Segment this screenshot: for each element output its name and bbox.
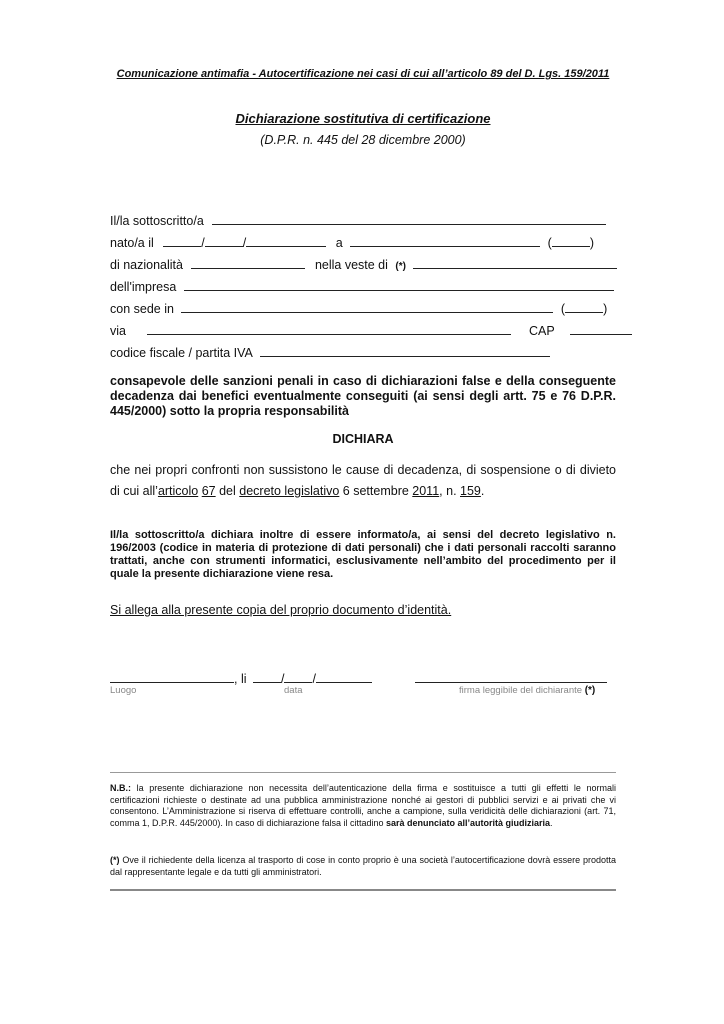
label-impresa: dell'impresa bbox=[110, 280, 177, 294]
field-signature[interactable] bbox=[415, 670, 607, 683]
caption-data: data bbox=[284, 685, 303, 696]
field-seat-province[interactable] bbox=[565, 300, 603, 313]
label-nato: nato/a il bbox=[110, 236, 154, 250]
document-title: Dichiarazione sostitutiva di certificazione bbox=[235, 111, 491, 126]
row-sede: con sede in ( ) bbox=[110, 302, 608, 316]
label-sede: con sede in bbox=[110, 302, 174, 316]
document-subtitle: (D.P.R. n. 445 del 28 dicembre 2000) bbox=[260, 133, 466, 147]
field-name-blank[interactable] bbox=[212, 212, 606, 225]
row-cf bbox=[110, 344, 550, 360]
label-sottoscritto: Il/la sottoscritto/a bbox=[110, 214, 204, 228]
label-cf: codice fiscale / partita IVA bbox=[110, 346, 253, 360]
declaration-paragraph: che nei propri confronti non sussistono le cause di decadenza, di sospensione o di divieto di cui all’articolo 67 del decreto legislativo 6 settembre 2011, n. 159. bbox=[110, 463, 616, 498]
label-a: a bbox=[335, 236, 343, 250]
row-nascita: nato/a il / / a ( ) bbox=[110, 236, 594, 250]
field-street[interactable] bbox=[147, 322, 511, 335]
field-sign-month[interactable] bbox=[284, 670, 312, 683]
label-cap: CAP bbox=[528, 324, 555, 338]
signature-row: , li / / bbox=[110, 670, 372, 686]
row-via bbox=[110, 322, 632, 338]
caption-firma: firma leggibile del dichiarante (*) bbox=[459, 685, 596, 696]
notes-top-rule bbox=[110, 772, 616, 773]
caption-luogo: Luogo bbox=[110, 685, 137, 696]
field-tax-code[interactable] bbox=[260, 344, 550, 357]
label-nazionalita: di nazionalità bbox=[110, 258, 183, 272]
asterisk-note: (*) Ove il richiedente della licenza al trasporto di cose in conto proprio è una società l’autocertificazione dovrà essere prodotta dal rappresentante legale e da tutti gli amministratori. bbox=[110, 855, 616, 877]
field-nationality[interactable] bbox=[191, 256, 305, 269]
row-impresa bbox=[110, 278, 614, 294]
field-cap[interactable] bbox=[570, 322, 632, 335]
header-title: Comunicazione antimafia - Autocertificazione nei casi di cui all’articolo 89 del D. Lgs. 159/2011 bbox=[116, 68, 610, 80]
label-via: via bbox=[110, 324, 126, 338]
field-place[interactable] bbox=[110, 670, 234, 683]
attachment-note: Si allega alla presente copia del proprio documento d’identità. bbox=[110, 603, 452, 617]
asterisk-marker: (*) bbox=[395, 261, 406, 272]
nb-note: N.B.: la presente dichiarazione non necessita dell’autenticazione della firma e sostituisce a tutti gli effetti le normali certificazioni richieste o destinate ad una pubblica amministrazione nonché ai gestori di pubblici servizi e ai privati che vi consentono. L’Amministrazione si riserva di effettuare controlli, anche a campione, sulla veridicità delle dichiarazioni (art. 71, comma 1, D.P.R. 445/2000). In caso di dichiarazione falsa il cittadino sarà denunciato all’autorità giudiziaria. bbox=[110, 783, 616, 828]
document-page bbox=[110, 0, 616, 1024]
field-sign-year[interactable] bbox=[316, 670, 372, 683]
label-veste: nella veste di bbox=[314, 258, 388, 272]
consapevole-paragraph: consapevole delle sanzioni penali in caso di dichiarazioni false e della conseguente decadenza dai benefici eventualmente conseguiti (ai sensi degli artt. 75 e 76 D.P.R. 445/2000) sotto la propria responsabilità bbox=[110, 374, 616, 418]
field-birth-place[interactable] bbox=[350, 234, 540, 247]
field-role[interactable] bbox=[413, 256, 617, 269]
row-sottoscritto bbox=[110, 212, 606, 228]
field-birth-day[interactable] bbox=[163, 234, 201, 247]
row-nazionalita bbox=[110, 256, 617, 272]
field-company[interactable] bbox=[184, 278, 614, 291]
dichiara-heading: DICHIARA bbox=[332, 432, 394, 446]
field-birth-month[interactable] bbox=[205, 234, 243, 247]
notes-bottom-rule bbox=[110, 889, 616, 891]
field-birth-province[interactable] bbox=[552, 234, 590, 247]
field-seat[interactable] bbox=[181, 300, 553, 313]
field-birth-year[interactable] bbox=[246, 234, 326, 247]
field-sign-day[interactable] bbox=[253, 670, 281, 683]
privacy-paragraph: Il/la sottoscritto/a dichiara inoltre di essere informato/a, ai sensi del decreto legislativo n. 196/2003 (codice in materia di protezione di dati personali) che i dati personali raccolti saranno trattati, anche con strumenti informatici, esclusivamente nell’ambito del procedimento per il quale la presente dichiarazione viene resa. bbox=[110, 529, 616, 580]
